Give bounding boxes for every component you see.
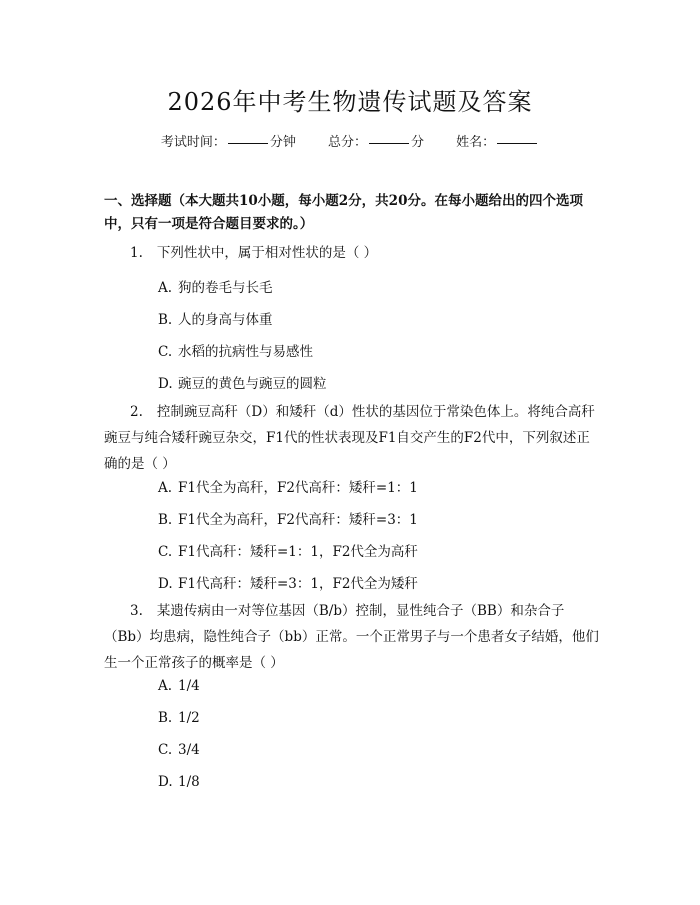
time-unit: 分钟 [269, 135, 296, 150]
option-2c [158, 540, 418, 560]
question-number: 3. [130, 603, 143, 619]
option-3b [158, 710, 200, 726]
option-text: 3/4 [178, 742, 200, 758]
option-3c [158, 742, 200, 758]
time-blank [228, 142, 268, 144]
question-number: 1. [130, 245, 143, 261]
question-stem: 某遗传病由一对等位基因（B/b）控制，显性纯合子（BB）和杂合子（Bb）均患病，隐性纯合子（bb）正常。一个正常男子与一个患者女子结婚，他们生一个正常孩子的概率是（ ） [104, 603, 599, 671]
option-letter: D. [158, 774, 173, 790]
option-letter: A. [158, 678, 173, 694]
question-2 [104, 399, 600, 477]
option-2d [158, 572, 418, 592]
option-letter: B. [158, 312, 173, 328]
section-heading: 一、选择题（本大题共10小题，每小题2分，共20分。在每小题给出的四个选项中，只有一项是符合题目要求的。） [104, 193, 583, 232]
option-letter: C. [158, 544, 173, 560]
option-1b [158, 308, 273, 328]
option-text: 狗的卷毛与长毛 [178, 280, 273, 296]
option-text: 1/4 [178, 678, 200, 694]
score-field [328, 131, 424, 150]
option-text: 1/8 [178, 774, 200, 790]
time-field [161, 131, 296, 150]
option-letter: D. [158, 576, 173, 592]
option-3a [158, 678, 200, 694]
option-letter: C. [158, 344, 173, 360]
question-stem: 下列性状中，属于相对性状的是（ ） [156, 245, 378, 261]
question-stem: 控制豌豆高秆（D）和矮秆（d）性状的基因位于常染色体上。将纯合高秆豌豆与纯合矮秆豌豆杂交，F1代的性状表现及F1自交产生的F2代中，下列叙述正确的是（ ） [104, 404, 595, 472]
option-text: F1代高秆：矮秆=1：1，F2代全为高秆 [178, 544, 418, 560]
name-field [456, 131, 539, 150]
time-label: 考试时间： [160, 135, 226, 150]
option-letter: B. [158, 512, 173, 528]
option-letter: D. [158, 376, 173, 392]
option-1c [158, 340, 313, 360]
option-text: 水稻的抗病性与易感性 [178, 344, 313, 360]
option-2b [158, 508, 418, 528]
score-blank [369, 142, 409, 144]
score-unit: 分 [411, 135, 425, 150]
score-label: 总分： [327, 135, 367, 150]
option-1a [158, 276, 273, 296]
option-letter: B. [158, 710, 173, 726]
option-text: F1代高秆：矮秆=3：1，F2代全为矮秆 [178, 576, 418, 592]
option-letter: A. [158, 480, 173, 496]
question-3 [104, 598, 600, 676]
option-text: F1代全为高秆，F2代高秆：矮秆=1：1 [178, 480, 418, 496]
option-letter: A. [158, 280, 173, 296]
question-number: 2. [130, 404, 143, 420]
name-blank [497, 142, 537, 144]
page-title: 2026年中考生物遗传试题及答案 [167, 88, 533, 116]
option-text: 人的身高与体重 [178, 312, 273, 328]
option-text: 1/2 [178, 710, 200, 726]
question-1 [104, 240, 600, 266]
option-letter: C. [158, 742, 173, 758]
option-text: 豌豆的黄色与豌豆的圆粒 [178, 376, 327, 392]
option-1d [158, 372, 327, 392]
option-2a [158, 476, 418, 496]
name-label: 姓名： [456, 135, 496, 150]
exam-meta [0, 131, 700, 150]
option-text: F1代全为高秆，F2代高秆：矮秆=3：1 [178, 512, 418, 528]
option-3d [158, 774, 200, 790]
